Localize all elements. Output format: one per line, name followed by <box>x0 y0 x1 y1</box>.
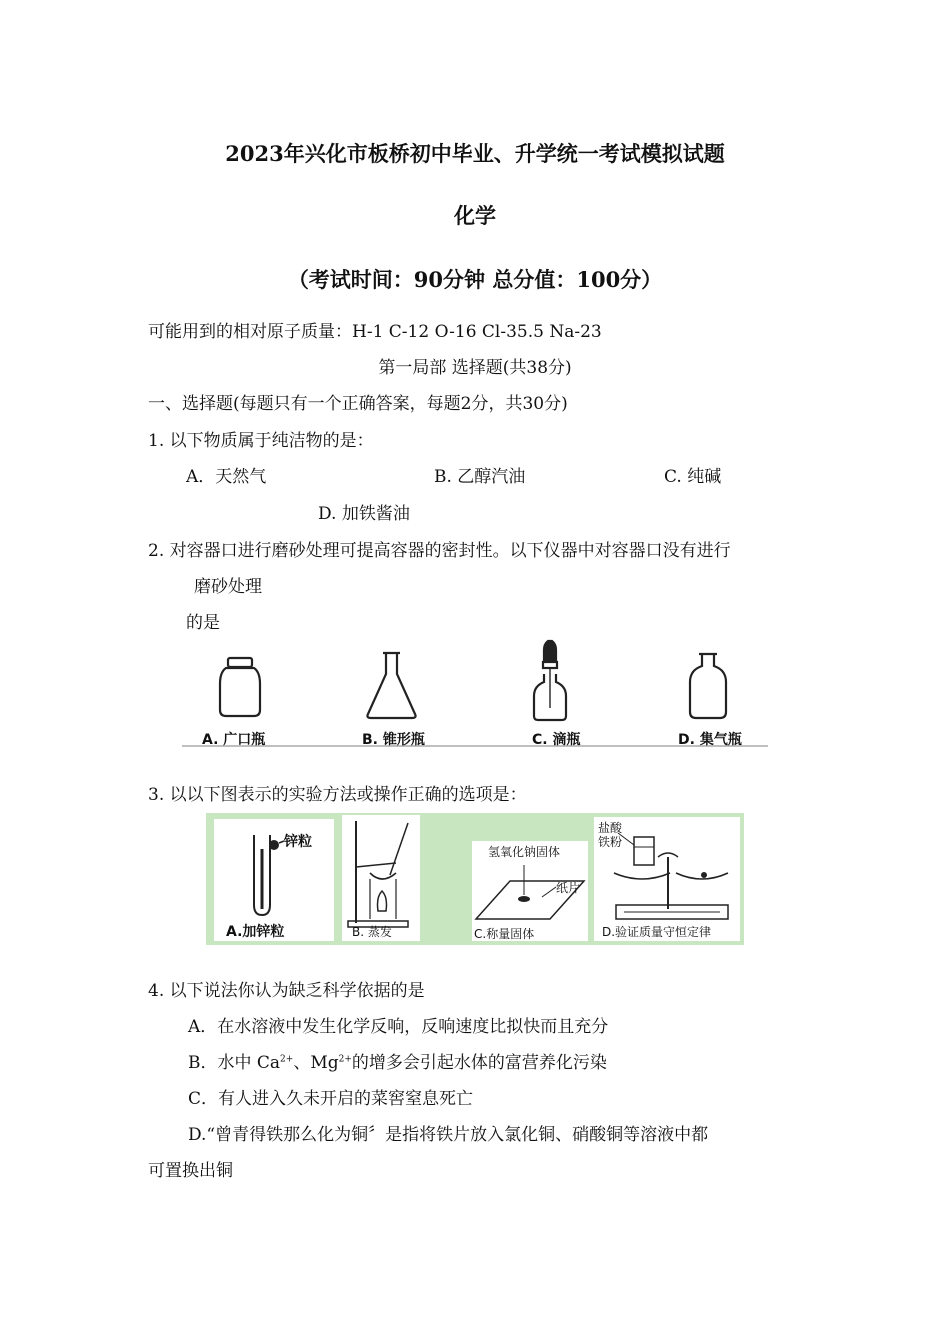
q3-label-b: B. 蒸发 <box>352 925 392 939</box>
atomic-masses: 可能用到的相对原子质量：H-1 C-12 O-16 Cl-35.5 Na-23 <box>148 322 602 342</box>
conical-flask-icon <box>367 653 415 718</box>
paper-label: 纸片 <box>556 881 581 895</box>
q3-stem: 3. 以以下图表示的实验方法或操作正确的选项是： <box>148 785 527 805</box>
q3-panel-b <box>342 815 420 941</box>
q3-label-a: A.加锌粒 <box>226 924 285 940</box>
gas-bottle-icon <box>690 654 726 718</box>
exam-title: 2023年兴化市板桥初中毕业、升学统一考试模拟试题 <box>225 141 725 166</box>
naoh-solid-label: 氢氧化钠固体 <box>488 845 561 859</box>
q1-option-a: A．天然气 <box>186 467 267 487</box>
q3-label-d: D.验证质量守恒定律 <box>602 925 712 939</box>
q1-option-d: D. 加铁酱油 <box>318 504 410 524</box>
q4-option-d: D.“曾青得铁那么化为铜〞是指将铁片放入氯化铜、硝酸铜等溶液中都 <box>188 1125 709 1145</box>
q2-stem: 2. 对容器口进行磨砂处理可提高容器的密封性。以下仪器中对容器口没有进行 <box>148 541 731 561</box>
iron-powder-label: 铁粉 <box>598 835 623 849</box>
q3-figure <box>206 813 744 945</box>
q4-option-b-post: 的增多会引起水体的富营养化污染 <box>351 1053 607 1073</box>
q4-option-b <box>188 1048 607 1073</box>
hydrochloric-acid-label: 盐酸 <box>598 821 623 835</box>
q4-option-c: C．有人进入久未开启的菜窖窒息死亡 <box>188 1089 474 1109</box>
q2-label-b: B. 锥形瓶 <box>362 732 425 748</box>
q4-stem: 4. 以下说法你认为缺乏科学依据的是 <box>148 981 425 1001</box>
zinc-granule-label: 锌粒 <box>284 834 312 850</box>
q3-panel-c <box>472 841 588 941</box>
q1-option-c: C. 纯碱 <box>664 467 722 487</box>
q2-label-a: A. 广口瓶 <box>202 732 266 748</box>
q4-option-d-cont: 可置换出铜 <box>148 1161 233 1181</box>
wide-mouth-bottle-icon <box>220 658 260 716</box>
section1-title: 一、选择题(每题只有一个正确答案，每题2分，共30分) <box>148 394 568 414</box>
q4-option-b-pre: B．水中 Ca <box>188 1053 281 1073</box>
q4-option-b-mid: 、Mg <box>293 1053 339 1073</box>
q1-stem: 1. 以下物质属于纯洁物的是： <box>148 431 374 451</box>
q1-option-b: B. 乙醇汽油 <box>434 467 526 487</box>
q2-label-c: C. 滴瓶 <box>532 732 581 748</box>
exam-time-info: （考试时间：90分钟 总分值：100分） <box>287 267 663 292</box>
q4-option-a: A．在水溶液中发生化学反响，反响速度比拟快而且充分 <box>188 1017 609 1037</box>
q2-stem-cont: 磨砂处理 <box>194 577 262 597</box>
q2-figure <box>182 638 768 750</box>
part1-title: 第一局部 选择题(共38分) <box>378 358 572 378</box>
q3-panel-a <box>214 819 334 941</box>
q4-option-b-sup1: 2+ <box>280 1054 294 1065</box>
q3-panel-d <box>594 817 740 941</box>
subject-title: 化学 <box>454 203 496 228</box>
q4-option-b-sup2: 2+ <box>338 1054 352 1065</box>
q2-stem-end: 的是 <box>186 613 220 633</box>
q2-label-d: D. 集气瓶 <box>678 732 742 748</box>
q3-label-c: C.称量固体 <box>474 927 535 941</box>
dropper-bottle-icon <box>534 641 566 720</box>
